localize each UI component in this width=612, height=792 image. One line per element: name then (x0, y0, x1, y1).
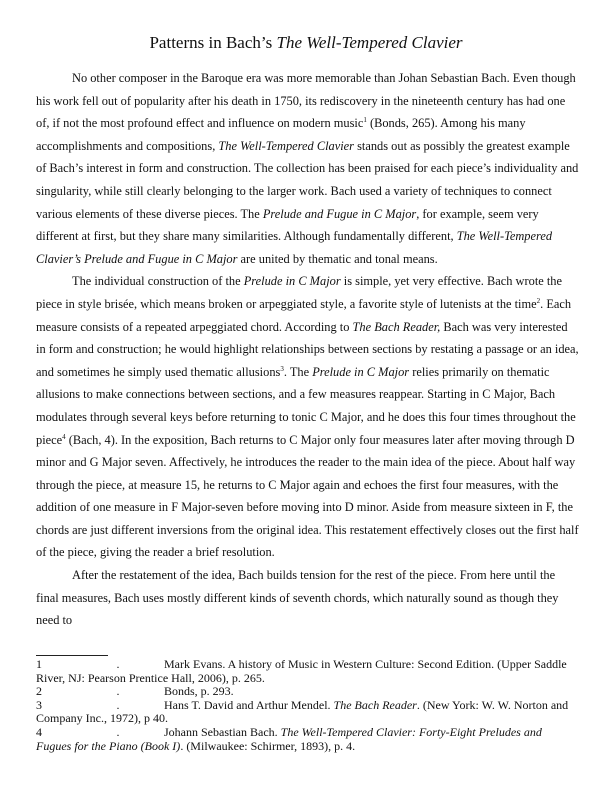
footnote-dot: . (116, 657, 120, 671)
paragraph-1 (36, 67, 579, 270)
footnote-ref[interactable]: 4 (62, 432, 66, 441)
text-run: . Each measure consists of a repeated arpeggiated chord. According to (36, 296, 572, 334)
footnote-number: 2 (36, 684, 42, 699)
text-run: (Bach, 4). In the exposition, Bach returns to C Major only four measures later after moving through D minor and G Major seven. Affectively, he introduces the reader to the main idea of the piece. About half way through the piece, at measure 15, he returns to C Major again and echoes the first four measures, with the addition of one measure in F Major-seven before moving into D minor. Aside from measure sixteen in F, the chords are just different inversions from the original idea. This restatement effectively closes out the first half of the piece, giving the reader a brief resolution. (36, 432, 579, 560)
paragraph-2 (36, 270, 579, 564)
footnote-separator (36, 655, 108, 656)
footnote-ref[interactable]: 2 (536, 296, 541, 305)
text-run: stands out as possibly the greatest example of Bach’s interest in form and construction. The collection has been praised for each piece’s individuality and singularity, while still clearly belonging to the larger work. Bach used a variety of techniques to connect various elements of these diverse pieces. The (36, 138, 579, 221)
italic-title: The Bach Reader, (352, 319, 441, 334)
footnote-3 (36, 699, 579, 726)
title-prefix: Patterns in Bach’s (149, 33, 277, 52)
footnote-text: . (New York: W. W. Norton and Company Inc., 1972), p 40. (36, 697, 569, 726)
footnote-ref[interactable]: 1 (363, 116, 367, 125)
text-run: (Bonds, 265). Among his many accomplishments and compositions, (36, 116, 526, 153)
footnote-2 (36, 685, 579, 699)
body-text (36, 67, 579, 632)
text-run: After the restatement of the idea, Bach builds tension for the rest of the piece. From here until the final measures, Bach uses mostly different kinds of seventh chords, which naturally sound as though they need to (36, 568, 559, 628)
footnote-italic: The Well-Tempered Clavier: Forty-Eight Preludes and Fugues for the Piano (Book I) (36, 724, 542, 753)
text-run: are united by thematic and tonal means. (237, 251, 438, 266)
page-title (0, 32, 612, 54)
footnote-number: 3 (36, 697, 42, 712)
footnotes (36, 658, 579, 753)
footnote-dot: . (116, 697, 120, 712)
footnote-dot: . (116, 684, 120, 699)
italic-title: Prelude and Fugue in C Major (262, 206, 417, 221)
text-run: is simple, yet very effective. Bach wrote the piece in style brisée, which means broken or arpeggiated style, a favorite style of lutenists at the time (36, 274, 563, 311)
text-run: . The (283, 364, 313, 379)
footnote-text: Bonds, p. 293. (164, 684, 234, 699)
footnote-ref[interactable]: 3 (280, 364, 284, 373)
text-run: relies primarily on thematic allusions to make connections between sections, and a few measures reappear. Starting in C Major, Bach modulates through several keys before returning to tonic C Major, and he does this four times throughout the piece (36, 364, 576, 447)
footnote-text: . (Milwaukee: Schirmer, 1893), p. 4. (180, 738, 356, 753)
footnote-text: Johann Sebastian Bach. (164, 724, 281, 739)
italic-title: The Well-Tempered Clavier (218, 138, 354, 153)
paragraph-3 (36, 564, 579, 632)
footnote-number: 1 (36, 657, 42, 671)
footnote-number: 4 (36, 724, 42, 739)
italic-title: Prelude in C Major (312, 364, 410, 379)
text-run: No other composer in the Baroque era was more memorable than Johan Sebastian Bach. Even though his work fell out of popularity after his death in 1750, its rediscovery in the nineteenth century has had one of, if not the most profound effect and influence on modern music (36, 71, 576, 131)
italic-title: The Well-Tempered Clavier’s Prelude and Fugue in C Major (36, 229, 553, 266)
footnote-text: Hans T. David and Arthur Mendel. (164, 697, 334, 712)
footnote-4 (36, 726, 579, 753)
footnote-text: Mark Evans. A history of Music in Western Culture: Second Edition. (Upper Saddle River, NJ: Pearson Prentice Hall, 2006), p. 265. (36, 657, 567, 685)
text-run: Bach was very interested in form and construction; he would highlight relationships between sections by restating a passage or an idea, and sometimes he simply used thematic allusions (36, 319, 579, 379)
footnote-1 (36, 658, 579, 685)
title-work: The Well-Tempered Clavier (276, 33, 463, 52)
italic-title: Prelude in C Major (243, 274, 341, 289)
footnote-italic: The Bach Reader (333, 697, 417, 712)
text-run: The individual construction of the (72, 274, 244, 289)
footnote-dot: . (116, 724, 120, 739)
text-run: , for example, seem very different at first, but they share many similarities. Although fundamentally different, (36, 206, 539, 244)
